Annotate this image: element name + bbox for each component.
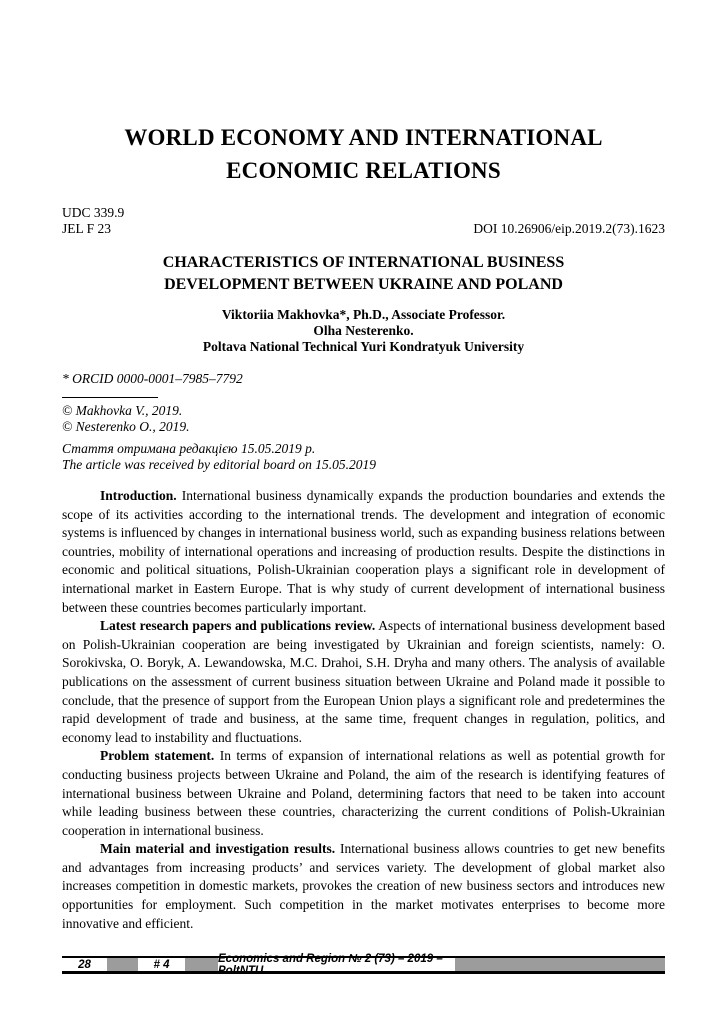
paragraph-latest-research: [62, 617, 665, 747]
jel-doi-row: [62, 221, 665, 237]
orcid-line: * ORCID 0000-0001–7985–7792: [62, 371, 243, 386]
footer-page-number: 28: [62, 958, 107, 971]
paragraph-introduction: [62, 487, 665, 617]
article-title-line2: DEVELOPMENT BETWEEN UKRAINE AND POLAND: [164, 276, 563, 293]
received-block: [62, 441, 376, 472]
copyright-line-2: © Nesterenko O., 2019.: [62, 418, 190, 434]
udc-row: [62, 205, 665, 221]
section-heading-line2: ECONOMIC RELATIONS: [226, 158, 501, 183]
paragraph-problem-statement: [62, 747, 665, 840]
paragraph-text: In terms of expansion of international relations as well as potential growth for conducting business projects between Ukraine and Poland, the aim of the research is identifying features of international business between Ukraine and Poland, determining factors that need to be taken into account while leading business between these countries, characterizing the current conditions of Polish-Ukrainian cooperation in international business.: [62, 748, 666, 838]
jel-code: JEL F 23: [62, 220, 112, 236]
footer-spacer-1: [107, 958, 138, 971]
affiliation: Poltava National Technical Yuri Kondratyuk University: [202, 339, 525, 354]
paragraph-text: International business dynamically expands the production boundaries and extends the scope of its activities according to the international trends. The development and integration of economic systems is influenced by changes in international business world, such as expanding business relations between countries, mobility of international operations and increasing of production results. Despite the distinctions in economic and political situations, Polish-Ukrainian cooperation plays a significant role in development of international market in Eastern Europe. That is why study of current development of international business between these countries becomes particularly important.: [62, 488, 665, 615]
received-ua: Стаття отримана редакцією 15.05.2019 р.: [62, 441, 316, 456]
paragraph-lead: Introduction.: [100, 488, 177, 503]
article-meta: [62, 205, 665, 236]
udc-code: UDC 339.9: [62, 205, 125, 220]
paragraph-text: International business allows countries to get new benefits and advantages from increasing products’ and services variety. The development of global market also increases competition in domestic markets, provokes the creation of new business sectors and introduces new opportunities for employment. Such competition in the market motivates enterprises to become more innovative and efficient.: [62, 841, 665, 931]
footer-issue-number: # 4: [138, 958, 185, 971]
received-en: The article was received by editorial board on 15.05.2019: [62, 456, 376, 472]
article-body: [62, 487, 665, 933]
footer-bar: [62, 952, 665, 977]
authors-block: [62, 307, 665, 355]
paragraph-text: Aspects of international business development based on Polish-Ukrainian cooperation are being investigated by Ukrainian and foreign scientists, namely: O. Sorokivska, O. Boryk, A. Lewandowska, M.C. Drahoi, S.H. Dryha and many others. The analysis of available publications on the assessment of current business situation between Ukraine and Poland made it possible to conclude, that the presence of support from the European Union plays a significant role and predetermines the rapid development of trade and business, at the same time, frequent changes in regulation, politics, and economy lead to instability and fluctuations.: [62, 618, 665, 745]
copyright-block: [62, 403, 190, 434]
doi-code: DOI 10.26906/eip.2019.2(73).1623: [473, 220, 665, 236]
section-heading-line1: WORLD ECONOMY AND INTERNATIONAL: [124, 125, 603, 150]
paragraph-lead: Latest research papers and publications review.: [100, 618, 376, 634]
paragraph-lead: Main material and investigation results.: [100, 841, 336, 857]
paragraph-lead: Problem statement.: [100, 748, 215, 764]
paragraph-main-material: [62, 840, 665, 933]
copyright-divider: [62, 397, 158, 398]
footer-journal-title: Economics and Region № 2 (73) – 2019 – PoltNTU: [218, 958, 455, 971]
copyright-line-1: © Makhovka V., 2019.: [62, 403, 183, 418]
author-1: Viktoriia Makhovka*, Ph.D., Associate Professor.: [221, 307, 506, 322]
article-title-line1: CHARACTERISTICS OF INTERNATIONAL BUSINESS: [162, 254, 565, 271]
section-heading: [62, 121, 665, 187]
article-title: [62, 252, 665, 296]
author-2: Olha Nesterenko.: [313, 323, 414, 338]
footer-spacer-2: [185, 958, 218, 971]
footer-spacer-3: [455, 958, 665, 971]
